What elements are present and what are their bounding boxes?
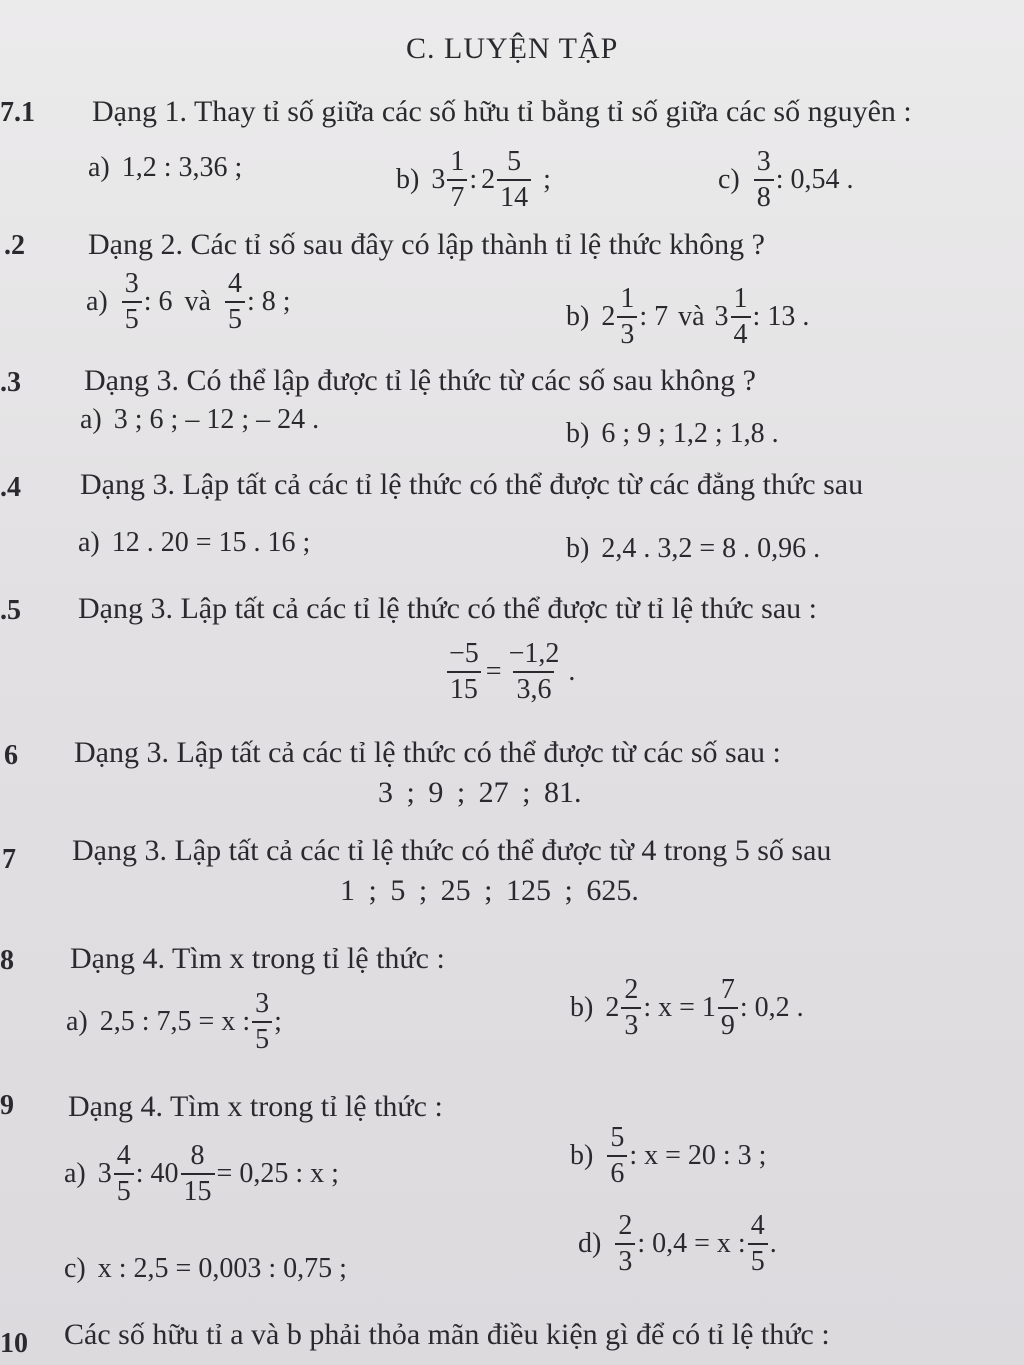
numerator: 4 [227,268,242,299]
denominator: 15 [181,1173,215,1206]
numerator: 4 [750,1210,765,1241]
part-a [66,990,282,1054]
denominator: 5 [252,1021,272,1054]
denominator: 5 [122,301,142,334]
expression: x : 2,5 = 0,003 : 0,75 ; [97,1253,347,1284]
fraction [607,1124,627,1188]
part-label: a) [66,1006,88,1037]
problem-number: .2 [4,230,25,261]
conjunction: và [678,301,705,332]
numerator: 8 [190,1140,205,1171]
punctuation: . [769,1228,777,1259]
number-list: 3 ; 9 ; 27 ; 81. [378,776,582,809]
fraction [748,1212,768,1276]
denominator: 6 [607,1155,627,1188]
denominator: 3 [617,316,637,349]
part-label: b) [566,533,590,564]
part-label: a) [80,404,102,435]
part-c [718,148,854,212]
problem-number: 10 [0,1328,28,1359]
fraction [225,270,245,334]
denominator: 5 [225,301,245,334]
numerator: 3 [756,146,771,177]
denominator: 7 [447,179,467,212]
fraction [718,976,738,1040]
problem-prompt: Dạng 3. Có thể lập được tỉ lệ thức từ các số sau không ? [84,364,756,397]
expression: 3 ; 6 ; – 12 ; – 24 . [113,404,320,435]
denominator: 3 [621,1007,641,1040]
expression: : 7 [639,301,669,332]
fraction [447,148,467,212]
denominator: 3 [615,1243,635,1276]
expression: : 13 . [752,301,810,332]
expression: 12 . 20 = 15 . 16 ; [111,527,311,558]
punctuation: ; [543,164,551,195]
numerator: 2 [618,1210,633,1241]
denominator: 15 [447,671,481,704]
fraction [621,976,641,1040]
part-a [64,1142,339,1206]
numerator: 4 [116,1140,131,1171]
conjunction: và [184,286,211,317]
fraction [754,148,774,212]
problem-number: .5 [0,595,21,626]
fraction [731,285,751,349]
part-label: b) [566,301,590,332]
denominator: 14 [497,179,531,212]
numerator: 1 [620,283,635,314]
denominator: 3,6 [513,671,554,704]
section-title: C. LUYỆN TẬP [406,32,619,65]
problem-number: 7 [2,844,16,875]
problem-prompt: Dạng 3. Lập tất cả các tỉ lệ thức có thể được từ các số sau : [74,736,781,769]
problem-prompt: Dạng 3. Lập tất cả các tỉ lệ thức có thể được từ các đẳng thức sau [80,468,864,501]
part-label: b) [570,992,594,1023]
fraction [506,640,563,704]
expression: : 0,4 = x : [637,1228,746,1259]
whole-number: 3 [431,164,446,195]
fraction [181,1142,215,1206]
numerator: 1 [450,146,465,177]
proportion-equation [444,640,575,704]
whole-number: 3 [714,301,729,332]
denominator: 5 [748,1243,768,1276]
numerator: 3 [124,268,139,299]
problem-number: 9 [0,1090,14,1121]
numerator: 1 [733,283,748,314]
numerator: 7 [720,974,735,1005]
expression: : 0,2 . [739,992,804,1023]
problem-prompt: Dạng 3. Lập tất cả các tỉ lệ thức có thể được từ tỉ lệ thức sau : [78,592,817,625]
part-label: b) [396,164,420,195]
expression: : 8 ; [246,286,291,317]
problem-prompt: Dạng 3. Lập tất cả các tỉ lệ thức có thể được từ 4 trong 5 số sau [72,834,832,867]
problem-prompt: Dạng 1. Thay tỉ số giữa các số hữu tỉ bằng tỉ số giữa các số nguyên : [92,95,912,128]
part-a [78,527,310,559]
fraction [615,1212,635,1276]
part-label: c) [64,1253,86,1284]
problem-prompt: Các số hữu tỉ a và b phải thỏa mãn điều kiện gì để có tỉ lệ thức : [64,1318,830,1351]
fraction [252,990,272,1054]
part-label: a) [88,152,110,183]
part-a [88,152,242,184]
expression: 1,2 : 3,36 ; [121,152,243,183]
expression: : 6 [143,286,173,317]
part-b [566,533,820,565]
part-label: d) [578,1228,602,1259]
part-b [570,976,804,1040]
fraction [114,1142,134,1206]
numerator: 5 [610,1122,625,1153]
part-d [578,1212,777,1276]
fraction [497,148,531,212]
punctuation: ; [274,1006,282,1037]
equals-sign: = [485,656,502,687]
part-c [64,1253,347,1285]
expression: 2,5 : 7,5 = x : [99,1006,251,1037]
whole-number: 2 [601,301,616,332]
denominator: 8 [754,179,774,212]
problem-number: 6 [4,740,18,771]
fraction [122,270,142,334]
numerator: 5 [507,146,522,177]
part-label: c) [718,164,740,195]
expression: : 0,54 . [775,164,854,195]
denominator: 5 [114,1173,134,1206]
operator: : [469,164,478,195]
part-label: b) [570,1140,594,1171]
whole-number: 2 [481,164,496,195]
part-label: b) [566,418,590,449]
part-b [396,148,551,212]
problem-prompt: Dạng 2. Các tỉ số sau đây có lập thành tỉ lệ thức không ? [88,228,765,261]
expression: : x = 20 : 3 ; [629,1140,767,1171]
expression: : 40 [135,1158,179,1189]
part-label: a) [78,527,100,558]
denominator: 4 [731,316,751,349]
fraction [446,640,482,704]
part-b [566,418,779,450]
part-label: a) [86,286,108,317]
problem-prompt: Dạng 4. Tìm x trong tỉ lệ thức : [70,942,445,975]
part-b [566,285,809,349]
number-list: 1 ; 5 ; 25 ; 125 ; 625. [340,874,639,907]
denominator: 9 [718,1007,738,1040]
problem-prompt: Dạng 4. Tìm x trong tỉ lệ thức : [68,1090,443,1123]
numerator: −5 [449,638,479,669]
expression: 6 ; 9 ; 1,2 ; 1,8 . [601,418,779,449]
part-label: a) [64,1158,86,1189]
expression: : x = 1 [643,992,716,1023]
whole-number: 2 [605,992,620,1023]
numerator: 3 [255,988,270,1019]
part-a [86,270,291,334]
part-a [80,404,319,436]
expression: = 0,25 : x ; [216,1158,339,1189]
expression: 2,4 . 3,2 = 8 . 0,96 . [601,533,821,564]
fraction [617,285,637,349]
numerator: −1,2 [508,638,560,669]
numerator: 2 [624,974,639,1005]
problem-number: 7.1 [0,97,35,128]
problem-number: .4 [0,472,21,503]
whole-number: 3 [97,1158,112,1189]
problem-number: .3 [0,367,21,398]
punctuation: . [568,656,576,687]
part-b [570,1124,766,1188]
problem-number: 8 [0,945,14,976]
